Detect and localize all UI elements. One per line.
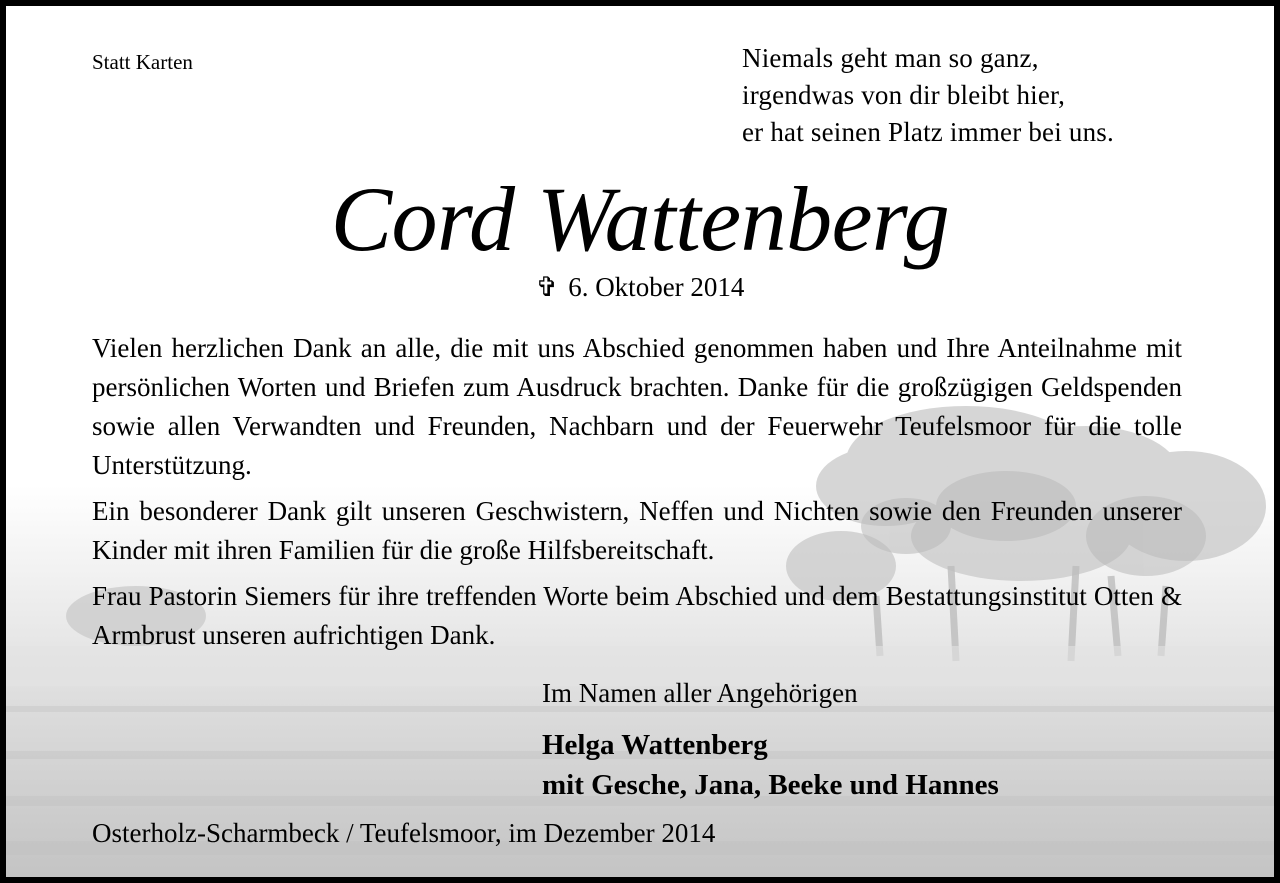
deceased-name: Cord Wattenberg — [330, 168, 950, 270]
signers — [542, 725, 999, 805]
death-date-line — [6, 272, 1274, 303]
statt-karten-note: Statt Karten — [92, 50, 193, 74]
verse-line: Niemals geht man so ganz, — [742, 43, 1039, 73]
signature-intro: Im Namen aller Angehörigen — [542, 678, 858, 708]
signer-family: mit Gesche, Jana, Beeke und Hannes — [542, 769, 999, 801]
place-and-date: Osterholz-Scharmbeck / Teufelsmoor, im Dezember 2014 — [92, 818, 716, 848]
signer-name: Helga Wattenberg — [542, 729, 768, 761]
verse-line: er hat seinen Platz immer bei uns. — [742, 117, 1114, 147]
death-date: 6. Oktober 2014 — [568, 272, 745, 302]
cross-icon: ✞ — [535, 272, 559, 302]
thank-you-paragraph: Vielen herzlichen Dank an alle, die mit uns Abschied genommen haben und Ihre Anteilnahme mit persönlichen Worten und Briefen zum Ausdruck brachten. Danke für die großzügigen Geldspenden sowie allen Verwandten und Freunden, Nachbarn und der Feuerwehr Teufelsmoor für die tolle Unterstützung. — [92, 333, 1182, 480]
thank-you-paragraph: Frau Pastorin Siemers für ihre treffenden Worte beim Abschied und dem Bestattungsinstitut Otten & Armbrust unseren aufrichtigen Dank. — [92, 581, 1182, 650]
memorial-verse — [742, 40, 1114, 151]
thank-you-paragraph: Ein besonderer Dank gilt unseren Geschwistern, Neffen und Nichten sowie den Freunden unserer Kinder mit ihren Familien für die große Hilfsbereitschaft. — [92, 496, 1182, 565]
verse-line: irgendwas von dir bleibt hier, — [742, 80, 1066, 110]
thank-you-text — [92, 329, 1182, 662]
